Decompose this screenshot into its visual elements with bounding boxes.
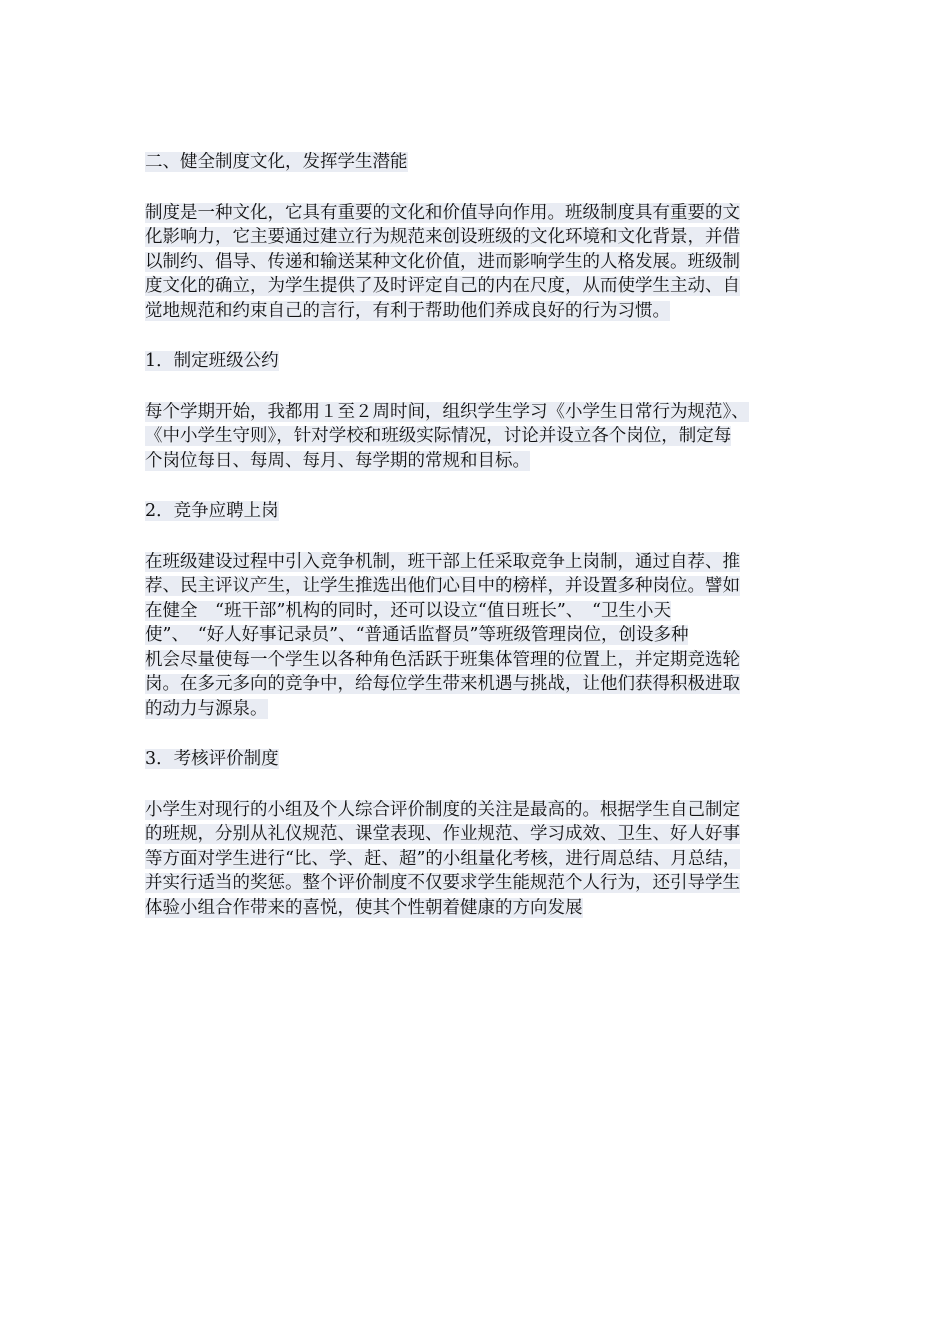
text-line: 二、健全制度文化，发挥学生潜能 — [145, 152, 408, 172]
paragraph — [145, 201, 810, 324]
text-line: 的班规，分别从礼仪规范、课堂表现、作业规范、学习成效、卫生、好人好事 — [145, 824, 740, 844]
text-line: 并实行适当的奖惩。整个评价制度不仅要求学生能规范个人行为，还引导学生 — [145, 873, 740, 893]
text-line: 《中小学生守则》，针对学校和班级实际情况，讨论并设立各个岗位，制定每 — [145, 426, 732, 446]
document-body — [145, 150, 810, 920]
text-line: 使”、 “好人好事记录员”、“普通话监督员”等班级管理岗位，创设多种 — [145, 625, 689, 645]
section-heading — [145, 349, 810, 374]
paragraph — [145, 550, 810, 722]
text-line: 觉地规范和约束自己的言行，有利于帮助他们养成良好的行为习惯。 — [145, 300, 670, 321]
section-heading — [145, 747, 810, 772]
text-line: 个岗位每日、每周、每月、每学期的常规和目标。 — [145, 450, 530, 471]
text-line: 度文化的确立，为学生提供了及时评定自己的内在尺度，从而使学生主动、自 — [145, 276, 740, 296]
text-line: 的动力与源泉。 — [145, 698, 268, 719]
text-line: 1．制定班级公约 — [145, 351, 279, 371]
paragraph — [145, 798, 810, 921]
text-line: 3．考核评价制度 — [145, 749, 279, 769]
text-line: 2．竞争应聘上岗 — [145, 501, 279, 521]
text-line: 机会尽量使每一个学生以各种角色活跃于班集体管理的位置上，并定期竞选轮 — [145, 649, 740, 670]
text-line: 等方面对学生进行“比、学、赶、超”的小组量化考核，进行周总结、月总结， — [145, 848, 741, 869]
text-line: 每个学期开始，我都用１至２周时间，组织学生学习《小学生日常行为规范》、 — [145, 401, 749, 422]
text-line: 体验小组合作带来的喜悦，使其个性朝着健康的方向发展 — [145, 897, 583, 918]
text-line: 在班级建设过程中引入竞争机制，班干部上任采取竞争上岗制，通过自荐、推 — [145, 551, 740, 572]
text-line: 制度是一种文化，它具有重要的文化和价值导向作用。班级制度具有重要的文 — [145, 202, 740, 223]
section-heading — [145, 499, 810, 524]
text-line: 化影响力，它主要通过建立行为规范来创设班级的文化环境和文化背景，并借 — [145, 227, 740, 247]
paragraph — [145, 400, 810, 474]
text-line: 小学生对现行的小组及个人综合评价制度的关注是最高的。根据学生自己制定 — [145, 799, 740, 820]
text-line: 岗。在多元多向的竞争中，给每位学生带来机遇与挑战，让他们获得积极进取 — [145, 674, 740, 694]
text-line: 荐、民主评议产生，让学生推选出他们心目中的榜样，并设置多种岗位。譬如 — [145, 576, 740, 596]
text-line: 以制约、倡导、传递和输送某种文化价值，进而影响学生的人格发展。班级制 — [145, 251, 740, 272]
section-heading — [145, 150, 810, 175]
text-line: 在健全 “班干部”机构的同时，还可以设立“值日班长”、 “卫生小天 — [145, 600, 671, 621]
